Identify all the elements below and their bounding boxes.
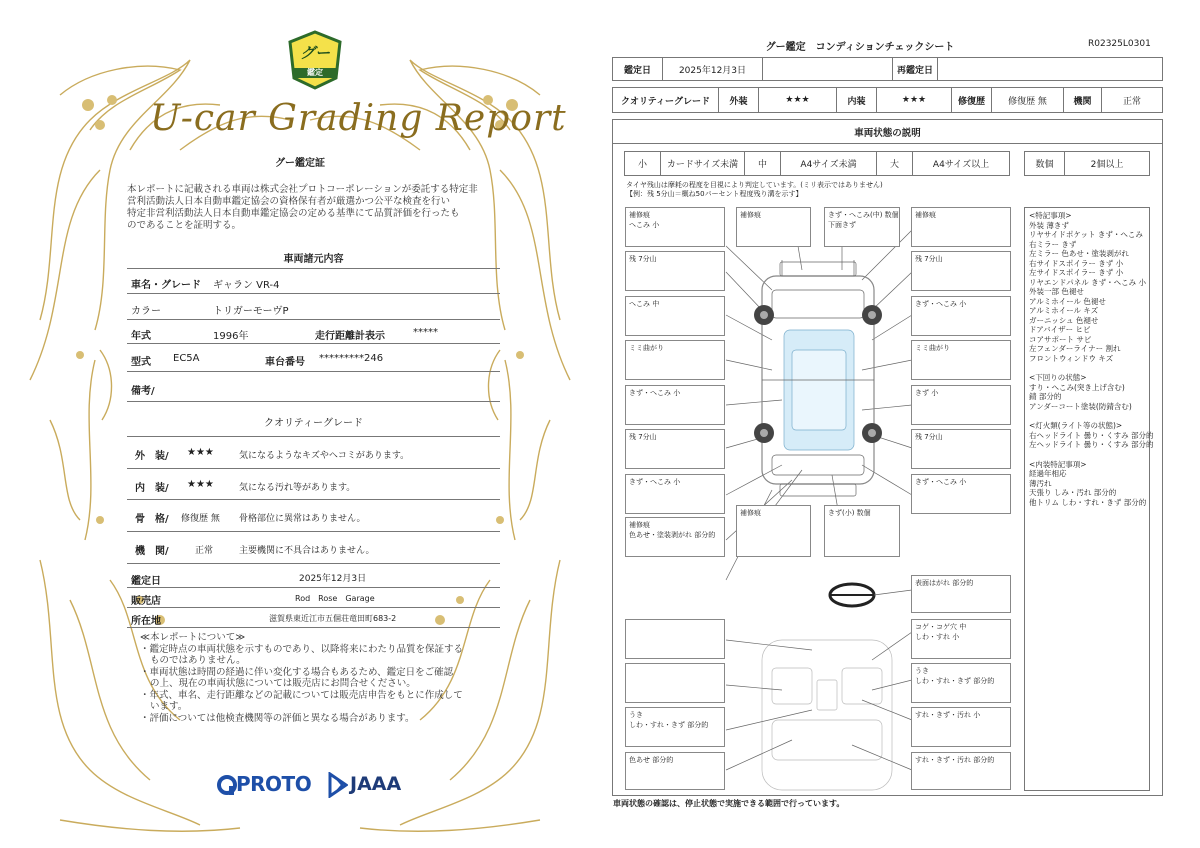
quality-comment: 主要機関に不具合はありません。	[239, 546, 375, 556]
interior-text: すれ・きず・汚れ 部分的	[915, 756, 995, 764]
damage-box	[625, 385, 725, 425]
interior-box	[911, 707, 1011, 747]
interior-text: コゲ・コゲ穴 中	[915, 623, 967, 631]
spec-heading: 車両諸元内容	[283, 254, 344, 265]
grade-eng-label: 機関	[1064, 88, 1102, 112]
grade-int-value: ★★★	[877, 88, 952, 112]
cert-heading: グー鑑定証	[275, 158, 325, 169]
notice-line: ・鑑定時点の車両状態を示すものであり、以降将来にわたり品質を保証する	[140, 643, 464, 655]
divider	[127, 268, 500, 269]
tire-note: タイヤ残山は摩耗の程度を目視により判定しています。(ミリ表示ではありません)	[626, 181, 883, 189]
quality-value: ★★★	[187, 479, 214, 490]
quality-row-frame	[127, 500, 500, 532]
damage-text: 色あせ・塗装剥がれ 部分的	[629, 531, 716, 539]
empty-cell	[763, 58, 893, 80]
appraisal-shop-row	[127, 588, 500, 608]
damage-text: 補修痕	[740, 211, 761, 219]
damage-box	[911, 296, 1011, 336]
appraisal-address-row	[127, 608, 500, 628]
remark-line: 右ヘッドライト 曇り・くすみ 部分的	[1029, 430, 1154, 440]
damage-box	[625, 517, 725, 557]
remark-line: 他トリム しわ・すれ・きず 部分的	[1029, 497, 1147, 507]
damage-box	[736, 207, 811, 247]
remark-line: 左ヘッドライト 曇り・くすみ 部分的	[1029, 440, 1154, 449]
logo-text-bottom: 鑑定	[307, 68, 323, 77]
damage-text: 補修痕	[629, 211, 650, 219]
goo-kantei-logo	[286, 30, 344, 90]
notice-line: ・車両状態は時間の経過に伴い変化する場合もあるため、鑑定日をご確認	[140, 666, 454, 678]
remark-line: アルミホイール 色褪せ	[1029, 296, 1106, 306]
quality-label: 機 関/	[135, 546, 169, 557]
jaaa-mark-icon	[328, 772, 348, 798]
interior-text: しわ・すれ・きず 部分的	[915, 677, 995, 685]
size-medium-desc: A4サイズ未満	[781, 152, 877, 175]
remark-line: 左ミラー 色あせ・塗装剥がれ	[1029, 249, 1129, 258]
remark-line: 右ミラー きず	[1029, 239, 1077, 249]
spec-row-notes	[127, 372, 500, 402]
cert-line: 営利活動法人日本自動車鑑定協会の資格保有者が厳選かつ公平な検査を行い	[127, 196, 451, 207]
spec-label: 車台番号	[265, 357, 305, 368]
spec-value: EC5A	[173, 353, 200, 364]
date-label: 鑑定日	[613, 58, 663, 80]
interior-box	[911, 619, 1011, 659]
damage-text: 補修痕	[740, 509, 761, 517]
interior-text: しわ・すれ 小	[915, 633, 960, 641]
remark-line: 右サイドスポイラー きず 小	[1029, 258, 1124, 268]
notice-heading: ≪本レポートについて≫	[140, 632, 246, 643]
remarks-heading: <特記事項>	[1029, 211, 1072, 220]
grade-ext-label: 外装	[719, 88, 759, 112]
spec-value: ギャラン VR-4	[213, 280, 280, 291]
proto-mark-icon	[216, 774, 238, 796]
damage-box	[911, 474, 1011, 514]
report-id: R02325L0301	[1088, 39, 1151, 49]
special-list	[1029, 221, 1145, 364]
interior-box	[911, 575, 1011, 613]
quality-row-engine	[127, 532, 500, 564]
damage-box	[625, 474, 725, 514]
grade-ext-value: ★★★	[759, 88, 837, 112]
grade-rep-label: 修復歴	[952, 88, 992, 112]
appraisal-value: Rod Rose Garage	[295, 594, 375, 603]
date-value: 2025年12月3日	[663, 58, 763, 80]
quality-label: 内 装/	[135, 483, 169, 494]
damage-text: きず 小	[915, 389, 939, 397]
spec-value: 1996年	[213, 331, 249, 342]
notice-line: の上、現在の車両状態については販売店にお問合せください。	[150, 678, 416, 689]
notice-line: ものではありません。	[150, 655, 246, 666]
remark-line: 左フェンダーライナー 割れ	[1029, 344, 1121, 353]
interior-text: すれ・きず・汚れ 小	[915, 711, 981, 719]
damage-text: 残 7分山	[629, 255, 657, 263]
remark-line: リヤサイドポケット きず・へこみ	[1029, 230, 1143, 239]
redate-label: 再鑑定日	[893, 58, 938, 80]
interior-text: 色あせ 部分的	[629, 756, 674, 764]
damage-text: 残 7分山	[915, 433, 943, 441]
appraisal-value: 2025年12月3日	[299, 574, 367, 584]
damage-box	[736, 505, 811, 557]
remark-line: 錆 部分的	[1029, 392, 1062, 401]
report-title: U-car Grading Report	[150, 98, 567, 139]
cert-line: のであることを証明する。	[127, 220, 242, 231]
interior-box	[625, 663, 725, 703]
tire-example: 【例：残 5分山＝概ね50パーセント程度残り溝を示す】	[626, 190, 803, 198]
size-medium: 中	[745, 152, 781, 175]
remark-line: コアサポート サビ	[1029, 334, 1092, 344]
cert-statement	[127, 184, 507, 232]
lights-list	[1029, 430, 1154, 450]
spec-label: 型式	[131, 357, 151, 368]
damage-box	[824, 505, 900, 557]
damage-box	[625, 251, 725, 291]
grade-rep-value: 修復歴 無	[992, 88, 1064, 112]
size-small-desc: カードサイズ未満	[661, 152, 745, 175]
spec-value: *********246	[319, 353, 384, 364]
under-list	[1029, 383, 1145, 412]
damage-text: 残 7分山	[915, 255, 943, 263]
remark-line: 薄汚れ	[1029, 478, 1052, 488]
notice-block	[140, 632, 500, 724]
condition-check-sheet	[600, 0, 1200, 848]
remark-line: アルミホイール キズ	[1029, 306, 1099, 315]
damage-box	[911, 429, 1011, 469]
damage-text: きず(小) 数個	[828, 509, 871, 517]
damage-box	[911, 207, 1011, 247]
redate-value	[938, 58, 1038, 80]
remarks-heading: <灯火類(ライト等の状態)>	[1029, 421, 1123, 430]
interior-box	[625, 619, 725, 659]
remark-line: 経過年相応	[1029, 469, 1067, 478]
damage-text: ミミ曲がり	[629, 344, 664, 352]
damage-box	[625, 429, 725, 469]
spec-row-model	[127, 344, 500, 372]
remark-line: フロントウィンドウ キズ	[1029, 353, 1114, 363]
grade-eng-value: 正常	[1122, 96, 1141, 107]
interior-box	[625, 707, 725, 747]
notice-line: ・評価については他検査機関等の評価と異なる場合があります。	[140, 712, 415, 724]
spec-row-year	[127, 320, 500, 344]
appraisal-date-row	[127, 566, 500, 588]
appraisal-value: 滋賀県東近江市五個荘竜田町683-2	[269, 614, 397, 623]
notice-line: います。	[150, 701, 188, 712]
spec-value: *****	[413, 327, 438, 338]
damage-text: 補修痕	[915, 211, 936, 219]
spec-label: カラー	[131, 306, 161, 317]
condition-heading: 車両状態の説明	[612, 119, 1163, 144]
quality-value: 正常	[195, 546, 214, 556]
notice-line: ・年式、車名、走行距離などの記載については販売店申告をもとに作成して	[140, 689, 463, 701]
size-small: 小	[625, 152, 661, 175]
remark-line: リヤエンドパネル きず・へこみ 小	[1029, 277, 1146, 287]
interior-text: うき	[915, 667, 929, 675]
remarks-heading: <内装特記事項>	[1029, 459, 1087, 469]
damage-box	[625, 207, 725, 247]
date-row	[612, 57, 1163, 81]
damage-text: ミミ曲がり	[915, 344, 950, 352]
damage-box	[911, 340, 1011, 380]
remark-line: 天張り しみ・汚れ 部分的	[1029, 488, 1117, 497]
grade-int-label: 内装	[837, 88, 877, 112]
count-label: 数個	[1025, 152, 1065, 175]
interior-list	[1029, 469, 1145, 507]
interior-text: うき	[629, 711, 643, 719]
damage-text: 補修痕	[629, 521, 650, 529]
damage-box	[625, 296, 725, 336]
spec-label: 走行距離計表示	[315, 331, 385, 342]
quality-value: ★★★	[187, 447, 214, 458]
interior-box	[911, 752, 1011, 790]
grade-row	[612, 87, 1163, 113]
damage-text: 残 7分山	[629, 433, 657, 441]
footer-note: 車両状態の確認は、停止状態で実施できる範囲で行っています。	[613, 799, 845, 808]
spec-label: 備考/	[131, 386, 155, 397]
damage-text: へこみ 中	[629, 300, 660, 308]
cert-line: 特定非営利活動法人日本自動車鑑定協会の定める基準にて品質評価を行ったも	[127, 208, 460, 219]
interior-text: しわ・すれ・きず 部分的	[629, 721, 709, 729]
count-legend	[1024, 151, 1150, 176]
remark-line: ドアバイザー ヒビ	[1029, 325, 1091, 334]
quality-row-exterior	[127, 437, 500, 469]
remarks-heading: <下回りの状態>	[1029, 373, 1087, 382]
count-desc: 2個以上	[1090, 160, 1124, 170]
size-large-desc: A4サイズ以上	[932, 160, 990, 170]
quality-row-interior	[127, 469, 500, 500]
quality-heading: クオリティーグレード	[264, 418, 363, 429]
appraisal-label: 鑑定日	[131, 576, 161, 587]
remark-line: 外装一部 色褪せ	[1029, 287, 1084, 296]
proto-brand-text: PROTO	[236, 772, 312, 796]
size-legend	[624, 151, 1010, 176]
damage-text: 下面きず	[828, 221, 856, 229]
remark-line: 外装 薄きず	[1029, 220, 1069, 230]
damage-text: へこみ 小	[629, 221, 660, 229]
damage-text: きず・へこみ 小	[629, 478, 681, 486]
cert-line: 本レポートに記載される車両は株式会社プロトコーポレーションが委託する特定非	[127, 184, 478, 195]
grade-label: クオリティーグレード	[613, 88, 719, 112]
remark-line: アンダーコート塗装(防錆含む)	[1029, 401, 1132, 411]
spec-label: 年式	[131, 331, 151, 342]
spec-label: 車名・グレード	[131, 280, 201, 291]
size-large: 大	[877, 152, 913, 175]
interior-text: 表面はがれ 部分的	[915, 579, 974, 587]
appraisal-label: 所在地	[131, 616, 161, 627]
damage-text: きず・へこみ 小	[915, 478, 967, 486]
remark-line: ガーニッシュ 色褪せ	[1029, 315, 1099, 325]
remarks-box	[1024, 207, 1154, 791]
spec-row-color	[127, 294, 500, 320]
damage-box	[824, 207, 900, 247]
interior-box	[911, 663, 1011, 703]
remark-line: すり・へこみ(突き上げ含む)	[1029, 382, 1125, 392]
damage-box	[911, 385, 1011, 425]
spec-row-name	[127, 270, 500, 294]
sheet-title: グー鑑定 コンディションチェックシート	[765, 42, 955, 53]
damage-box	[625, 340, 725, 380]
quality-label: 外 装/	[135, 451, 169, 462]
quality-value: 修復歴 無	[181, 514, 220, 524]
quality-label: 骨 格/	[135, 514, 169, 525]
damage-text: きず・へこみ 小	[915, 300, 967, 308]
logo-text-top: グー	[299, 44, 330, 62]
interior-box	[625, 752, 725, 790]
damage-text: きず・へこみ 小	[629, 389, 681, 397]
jaaa-brand-text: JAAA	[350, 773, 402, 795]
quality-comment: 気になる汚れ等があります。	[239, 483, 356, 493]
spec-value: トリガーモーヴP	[213, 306, 289, 317]
appraisal-label: 販売店	[131, 596, 161, 607]
damage-text: きず・へこみ(中) 数個	[828, 211, 899, 219]
quality-comment: 骨格部位に異常はありません。	[239, 514, 366, 524]
quality-comment: 気になるようなキズやヘコミがあります。	[239, 451, 410, 461]
damage-box	[911, 251, 1011, 291]
remark-line: 左サイドスポイラー きず 小	[1029, 268, 1124, 277]
